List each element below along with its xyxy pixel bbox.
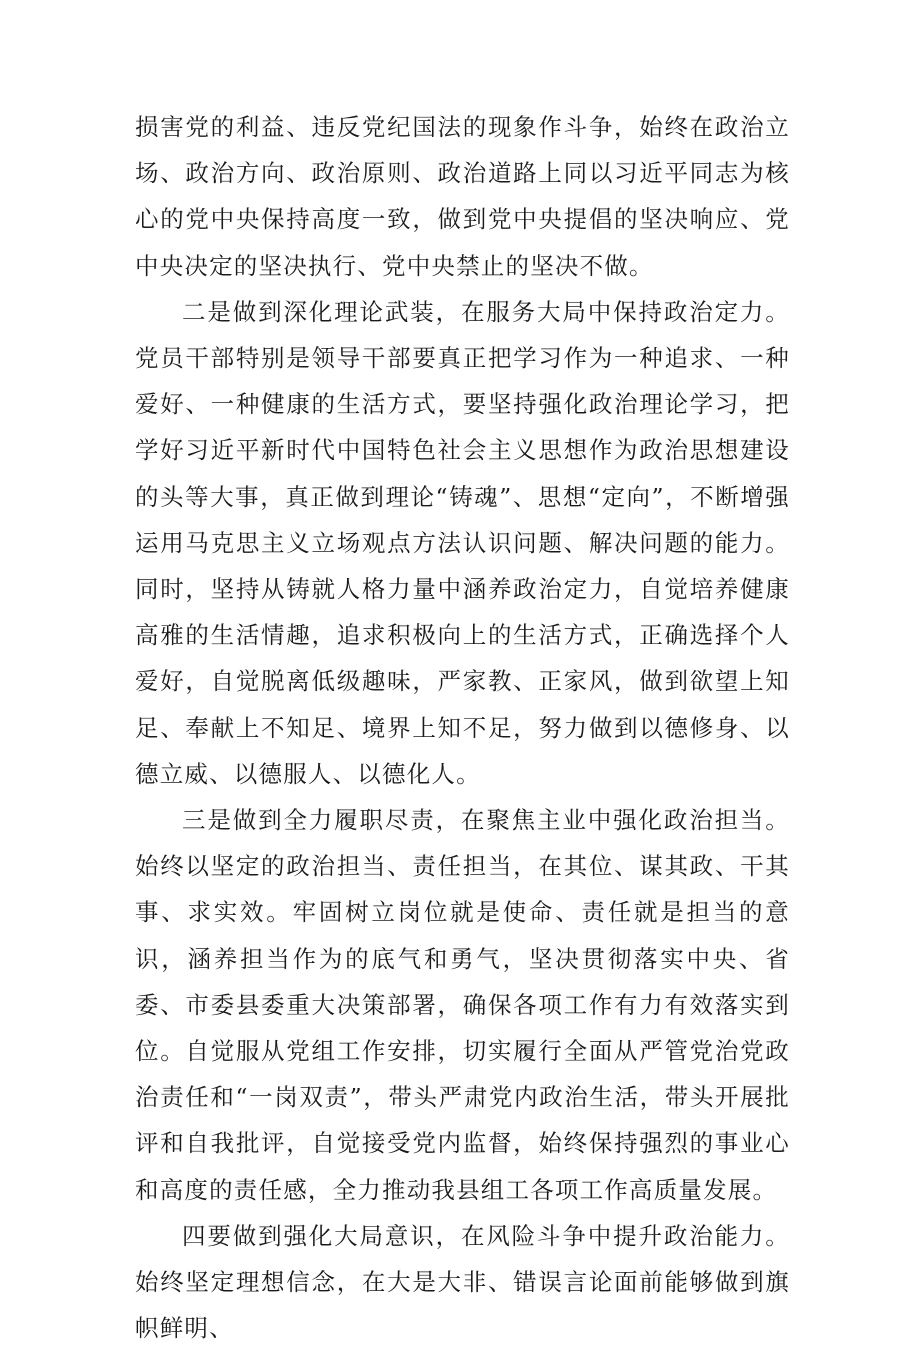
paragraph-point-two: 二是做到深化理论武装，在服务大局中保持政治定力。党员干部特别是领导干部要真正把学习作为一种追求、一种爱好、一种健康的生活方式，要坚持强化政治理论学习，把学好习近平新时代中国特色社会主义思想作为政治思想建设的头等大事，真正做到理论“铸魂”、思想“定向”，不断增强运用马克思主义立场观点方法认识问题、解决问题的能力。同时，坚持从铸就人格力量中涵养政治定力，自觉培养健康高雅的生活情趣，追求积极向上的生活方式，正确选择个人爱好，自觉脱离低级趣味，严家教、正家风，做到欲望上知足、奉献上不知足、境界上知不足，努力做到以德修身、以德立威、以德服人、以德化人。 bbox=[135, 297, 790, 788]
paragraph-point-four: 四要做到强化大局意识，在风险斗争中提升政治能力。始终坚定理想信念，在大是大非、错误言论面前能够做到旗帜鲜明、 bbox=[135, 1221, 790, 1343]
document-body bbox=[135, 104, 790, 1351]
paragraph-point-three: 三是做到全力履职尽责，在聚焦主业中强化政治担当。始终以坚定的政治担当、责任担当，在其位、谋其政、干其事、求实效。牢固树立岗位就是使命、责任就是担当的意识，涵养担当作为的底气和勇气，坚决贯彻落实中央、省委、市委县委重大决策部署，确保各项工作有力有效落实到位。自觉服从党组工作安排，切实履行全面从严管党治党政治责任和“一岗双责”，带头严肃党内政治生活，带头开展批评和自我批评，自觉接受党内监督，始终保持强烈的事业心和高度的责任感，全力推动我县组工各项工作高质量发展。 bbox=[135, 806, 790, 1204]
paragraph-continuation: 损害党的利益、违反党纪国法的现象作斗争，始终在政治立场、政治方向、政治原则、政治道路上同以习近平同志为核心的党中央保持高度一致，做到党中央提倡的坚决响应、党中央决定的坚决执行、党中央禁止的坚决不做。 bbox=[135, 113, 790, 280]
